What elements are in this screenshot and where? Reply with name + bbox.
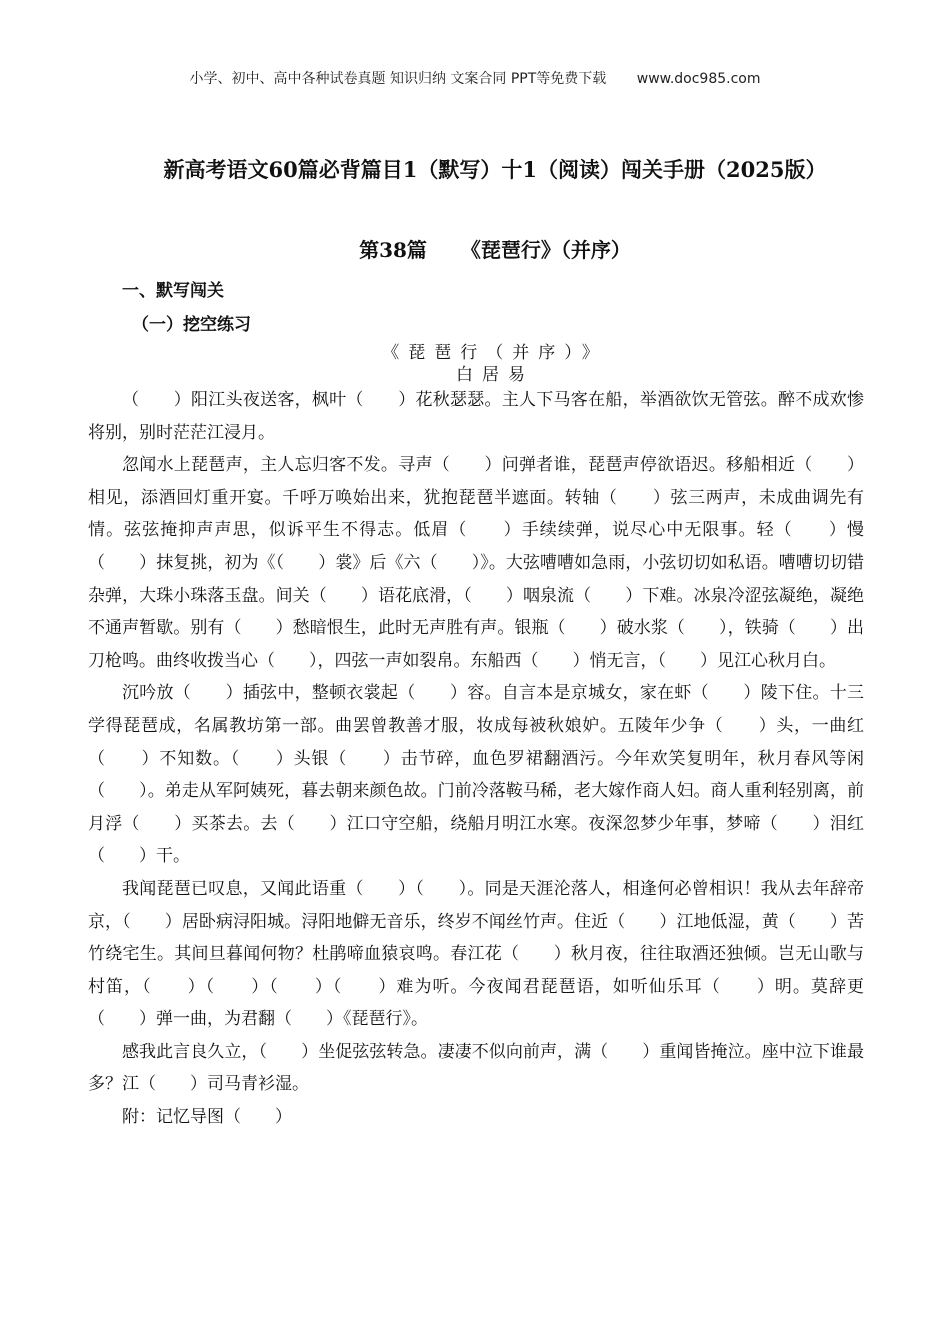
- poem-paragraph: 我闻琵琶已叹息，又闻此语重（ ）（ ）。同是天涯沦落人，相逢何必曾相识！我从去年辞帝京，（ ）居卧病浔阳城。浔阳地僻无音乐，终岁不闻丝竹声。住近（ ）江地低湿，黄（ ）苦竹绕宅生。其间旦暮闻何物？杜鹃啼血猿哀鸣。春江花（ ）秋月夜，往往取酒还独倾。岂无山歌与村笛，（ ）（ ）（ ）（ ）难为听。今夜闻君琵琶语，如听仙乐耳（ ）明。莫辞更（ ）弹一曲，为君翻（ ）《琵琶行》。: [88, 878, 864, 1030]
- chapter-subtitle: [140, 234, 850, 263]
- poem-paragraph: （ ）阳江头夜送客，枫叶（ ）花秋瑟瑟。主人下马客在船，举酒欲饮无管弦。醉不成欢惨将别，别时茫茫江浸月。: [88, 390, 864, 443]
- poem-paragraph: 忽闻水上琵琶声，主人忘归客不发。寻声（ ）问弹者谁，琵琶声停欲语迟。移船相近（ ）相见，添酒回灯重开宴。千呼万唤始出来，犹抱琵琶半遮面。转轴（ ）弦三两声，未成曲调先有情。弦弦掩抑声声思，似诉平生不得志。低眉（ ）手续续弹，说尽心中无限事。轻（ ）慢（ ）抹复挑，初为《（ ）裳》后《六（ ）》。大弦嘈嘈如急雨，小弦切切如私语。嘈嘈切切错杂弹，大珠小珠落玉盘。间关（ ）语花底滑，（ ）咽泉流（ ）下难。冰泉冷涩弦凝绝，凝绝不通声暂歇。别有（ ）愁暗恨生，此时无声胜有声。银瓶（ ）破水浆（ ），铁骑（ ）出刀枪鸣。曲终收拨当心（ ），四弦一声如裂帛。东船西（ ）悄无言，（ ）见江心秋月白。: [88, 455, 864, 671]
- poem-body: [88, 384, 864, 1134]
- poem-paragraph: 感我此言良久立，（ ）坐促弦弦转急。凄凄不似向前声，满（ ）重闻皆掩泣。座中泣下谁最多？江（ ）司马青衫湿。: [88, 1041, 864, 1095]
- poem-author: 白居易: [456, 365, 534, 385]
- section-heading: 一、默写闯关: [122, 281, 224, 301]
- poem-title: 《琵琶行（并序）》: [382, 343, 608, 363]
- header-text: 小学、初中、高中各种试卷真题 知识归纳 文案合同 PPT等免费下载: [189, 71, 607, 87]
- subsection-heading: （一）挖空练习: [132, 315, 251, 335]
- page-header: [0, 68, 950, 88]
- poem-paragraph: 沉吟放（ ）插弦中，整顿衣裳起（ ）容。自言本是京城女，家在虾（ ）陵下住。十三学得琵琶成，名属教坊第一部。曲罢曾教善才服，妆成每被秋娘妒。五陵年少争（ ）头，一曲红（ ）不知数。（ ）头银（ ）击节碎，血色罗裙翻酒污。今年欢笑复明年，秋月春风等闲（ ）。弟走从军阿姨死，暮去朝来颜色故。门前冷落鞍马稀，老大嫁作商人妇。商人重利轻别离，前月浮（ ）买茶去。去（ ）江口守空船，绕船月明江水寒。夜深忽梦少年事，梦啼（ ）泪红（ ）干。: [88, 683, 864, 867]
- document-title: 新高考语文60篇必背篇目1（默写）十1（阅读）闯关手册（2025版）: [163, 157, 827, 182]
- poem-paragraph: 附：记忆导图（ ）: [122, 1107, 292, 1128]
- chapter-name: 《琵琶行》（并序）: [460, 238, 631, 262]
- chapter-number: 第38篇: [359, 238, 427, 262]
- header-url[interactable]: www.doc985.com: [636, 71, 761, 87]
